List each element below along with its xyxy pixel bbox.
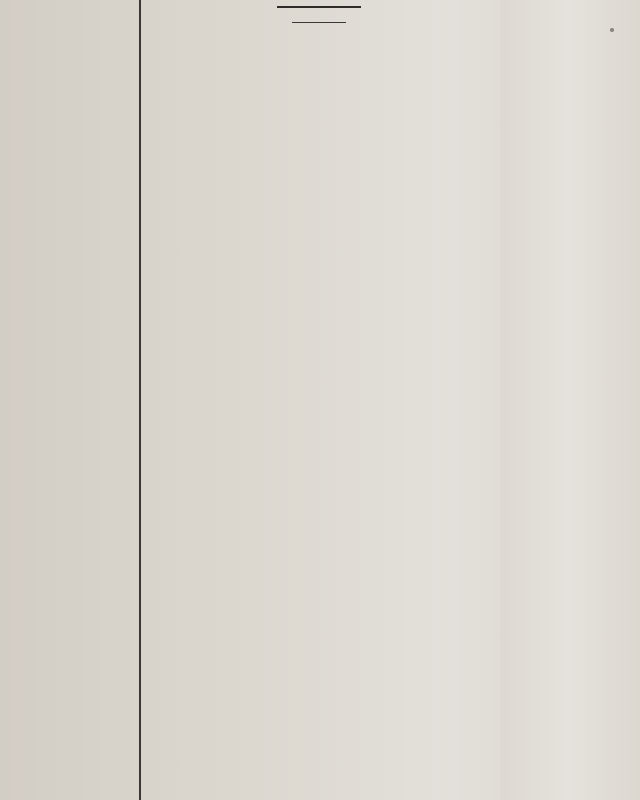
paper-speck <box>610 28 614 32</box>
headline-rule <box>292 22 346 23</box>
column-rule <box>139 0 141 800</box>
main-column <box>144 0 494 800</box>
left-column <box>0 0 136 800</box>
page-margin <box>500 0 640 800</box>
article-separator <box>277 6 361 8</box>
